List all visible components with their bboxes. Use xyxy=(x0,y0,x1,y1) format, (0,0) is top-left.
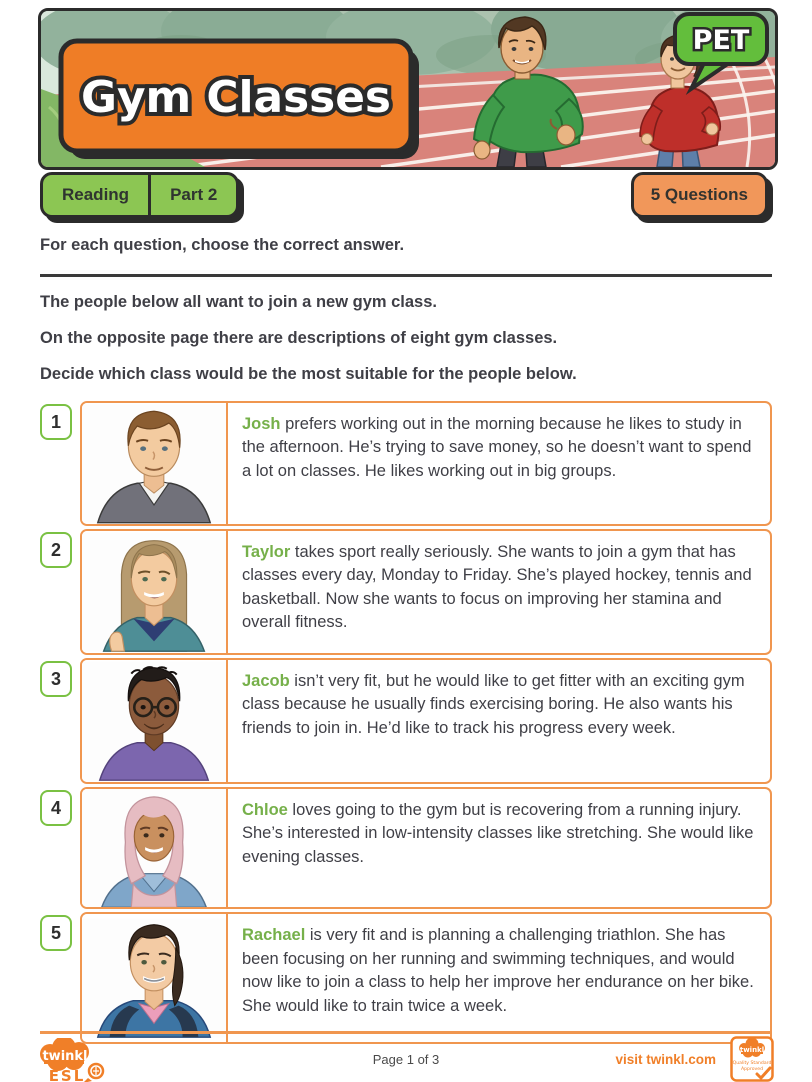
person-text: is very fit and is planning a challenging triathlon. She has been focusing on her running and swimming techniques, and would now like to join a class to help her improve her endurance on her bike. She would like to train twice a week. xyxy=(242,926,754,1015)
task-line-3: Decide which class would be the most suitable for the people below. xyxy=(40,365,577,383)
pet-label: PET xyxy=(692,25,750,56)
person-name: Jacob xyxy=(242,672,290,690)
portrait-cell xyxy=(82,531,228,653)
table-row xyxy=(40,787,772,909)
portrait-taylor xyxy=(82,531,226,653)
instruction-text: For each question, choose the correct answer. xyxy=(40,236,405,254)
portrait-jacob xyxy=(82,660,226,782)
quality-badge-icon xyxy=(730,1036,774,1082)
badge-brand-text: twinkl xyxy=(739,1046,765,1054)
question-number-badge: 2 xyxy=(40,532,72,568)
person-description xyxy=(228,789,770,907)
divider-rule xyxy=(40,274,772,277)
header-illustration xyxy=(38,8,778,170)
portrait-josh xyxy=(82,403,226,524)
logo-brand-text: twinkl xyxy=(42,1049,88,1064)
tab-part-2: Part 2 xyxy=(148,175,236,215)
page-title: Gym Classes xyxy=(81,72,391,123)
portrait-cell xyxy=(82,660,228,782)
question-number-badge: 5 xyxy=(40,915,72,951)
page-indicator: Page 1 of 3 xyxy=(372,1052,440,1067)
person-text: isn’t very fit, but he would like to get fitter with an exciting gym class because he usually finds exercising boring. He also wants his friends to join in. He’d like to track his progress every week. xyxy=(242,672,745,737)
person-name: Taylor xyxy=(242,543,291,561)
person-text: loves going to the gym but is recovering from a running injury. She’s interested in low-intensity classes like stretching. She would like evening classes. xyxy=(242,801,754,866)
logo-sub-text: ESL xyxy=(48,1067,86,1082)
question-number-badge: 3 xyxy=(40,661,72,697)
table-row xyxy=(40,401,772,526)
portrait-rachael xyxy=(82,914,226,1042)
person-text: prefers working out in the morning because he likes to study in the afternoon. He’s trying to save money, so he doesn’t want to spend a lot on classes. He likes working out in big groups. xyxy=(242,415,752,480)
person-text: takes sport really seriously. She wants to join a gym that has classes every day, Monday to Friday. She’s played hockey, tennis and basketball. Now she wants to focus on improving her stamina and overall fitness. xyxy=(242,543,752,632)
portrait-cell xyxy=(82,914,228,1042)
table-row xyxy=(40,529,772,655)
title-banner xyxy=(61,41,419,159)
person-name: Rachael xyxy=(242,926,306,945)
person-description xyxy=(228,660,770,782)
person-name: Chloe xyxy=(242,801,288,819)
question-number-badge: 1 xyxy=(40,404,72,440)
portrait-chloe xyxy=(82,789,226,907)
badge-line-1: Quality Standard xyxy=(732,1061,772,1066)
quality-approved-badge xyxy=(730,1036,774,1082)
question-number-badge: 4 xyxy=(40,790,72,826)
tab-reading: Reading xyxy=(62,185,130,204)
people-table xyxy=(40,401,772,1044)
portrait-cell xyxy=(82,789,228,907)
visit-link[interactable]: visit twinkl.com xyxy=(615,1052,716,1067)
person-name: Josh xyxy=(242,415,281,433)
table-row xyxy=(40,658,772,784)
person-description xyxy=(228,914,770,1042)
running-track-scene xyxy=(41,11,775,167)
person-description xyxy=(228,403,770,524)
section-tabs xyxy=(40,172,239,218)
badge-line-2: Approved xyxy=(740,1067,764,1072)
questions-count-badge: 5 Questions xyxy=(631,172,768,218)
footer-divider xyxy=(40,1031,772,1034)
portrait-cell xyxy=(82,403,228,524)
task-line-2: On the opposite page there are descriptions of eight gym classes. xyxy=(40,329,558,347)
person-description xyxy=(228,531,770,653)
table-row xyxy=(40,912,772,1044)
worksheet-content xyxy=(40,234,772,1047)
task-line-1: The people below all want to join a new gym class. xyxy=(40,293,437,311)
